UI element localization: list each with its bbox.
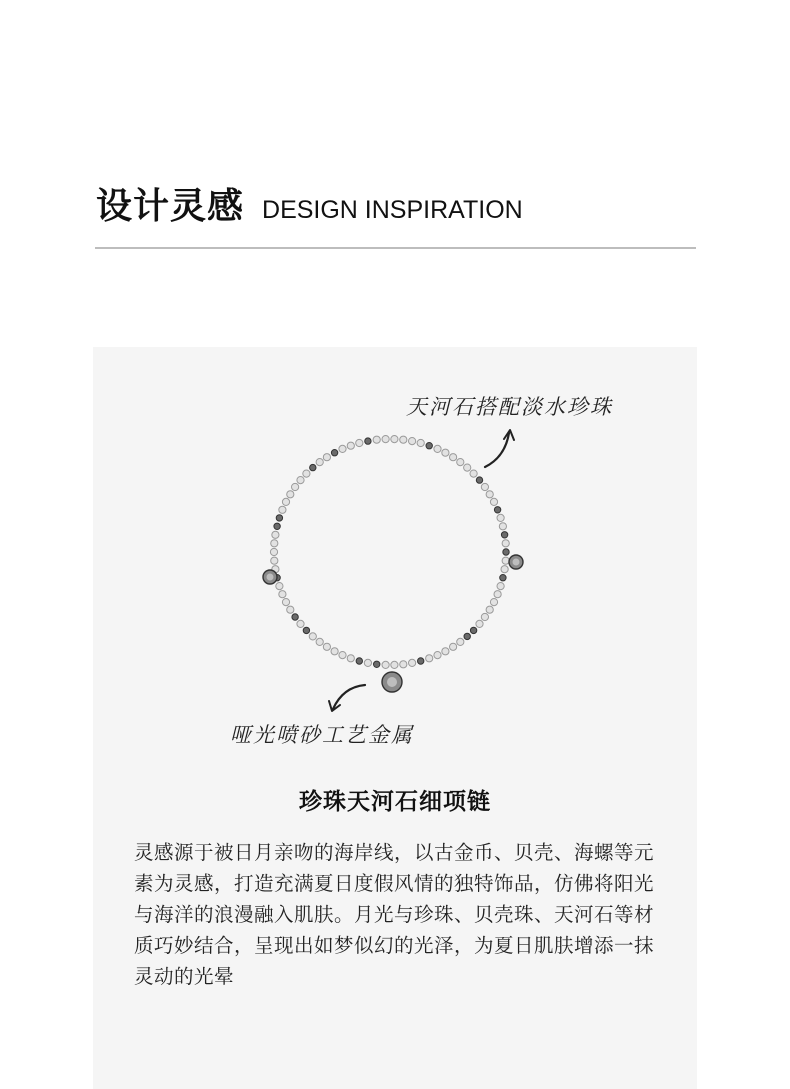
bead [490, 599, 497, 606]
bead [339, 445, 346, 452]
bead [310, 464, 316, 470]
bead [382, 436, 389, 443]
bead [499, 523, 506, 530]
bead [282, 498, 289, 505]
bead [382, 661, 389, 668]
bead [303, 627, 309, 633]
bead [365, 438, 371, 444]
bead [279, 506, 286, 513]
bead [426, 655, 433, 662]
product-title: 珍珠天河石细项链 [299, 789, 491, 815]
bead [279, 591, 286, 598]
bead [417, 439, 424, 446]
charm-pendant-detail [513, 559, 520, 566]
bead [309, 633, 316, 640]
bead [282, 599, 289, 606]
bead [331, 450, 337, 456]
annotation-stones: 天河石搭配淡水珍珠 [406, 395, 613, 419]
charm-pendant-detail [267, 574, 274, 581]
bead [494, 507, 500, 513]
bead [502, 540, 509, 547]
bead [494, 591, 501, 598]
bead [339, 652, 346, 659]
bead [287, 491, 294, 498]
bead [497, 583, 504, 590]
bead [347, 655, 354, 662]
bead [323, 454, 330, 461]
bead [464, 464, 471, 471]
bracelet-illustration [93, 347, 697, 767]
bead [503, 549, 509, 555]
bead [356, 439, 363, 446]
bead [418, 658, 424, 664]
bead [292, 483, 299, 490]
bead [331, 648, 338, 655]
bead [490, 498, 497, 505]
bead [409, 438, 416, 445]
bead [270, 548, 277, 555]
bead [316, 638, 323, 645]
bead [426, 443, 432, 449]
bead [442, 648, 449, 655]
section-title-cn: 设计灵感 [96, 186, 245, 227]
bead [391, 436, 398, 443]
bead [347, 442, 354, 449]
annotation-metal: 哑光喷砂工艺金属 [230, 723, 414, 747]
bead [297, 620, 304, 627]
bead [481, 483, 488, 490]
bead [497, 514, 504, 521]
bead [450, 454, 457, 461]
bead [434, 445, 441, 452]
bead [450, 643, 457, 650]
bead [470, 627, 476, 633]
bead [464, 633, 470, 639]
bead [276, 515, 282, 521]
bead [274, 523, 280, 529]
bead [303, 470, 310, 477]
bead [481, 613, 488, 620]
bead [486, 491, 493, 498]
bead [457, 459, 464, 466]
bead [356, 658, 362, 664]
section-header [96, 178, 696, 228]
bead [276, 583, 283, 590]
product-description: 灵感源于被日月亲吻的海岸线，以古金币、贝壳、海螺等元素为灵感，打造充满夏日度假风情的独特饰品，仿佛将阳光与海洋的浪漫融入肌肤。月光与珍珠、贝壳珠、天河石等材质巧妙结合，呈现出如梦似幻的光泽，为夏日肌肤增添一抹灵动的光晕 [134, 841, 655, 988]
bead [323, 643, 330, 650]
bead [287, 606, 294, 613]
bead [486, 606, 493, 613]
bead [316, 459, 323, 466]
bead [502, 557, 509, 564]
bead [271, 557, 278, 564]
bead [500, 575, 506, 581]
bead [374, 661, 380, 667]
bead [364, 659, 371, 666]
bead [391, 661, 398, 668]
bead [501, 532, 507, 538]
section-title-en: DESIGN INSPIRATION [262, 196, 523, 224]
bead [457, 638, 464, 645]
header-divider [95, 247, 696, 249]
charm-pendant-detail [387, 677, 397, 687]
bead [373, 436, 380, 443]
bead [400, 436, 407, 443]
bead [292, 614, 298, 620]
bead [409, 659, 416, 666]
bead [271, 540, 278, 547]
bead [297, 477, 304, 484]
bead [476, 620, 483, 627]
product-card [93, 347, 697, 1089]
bead [272, 531, 279, 538]
bead [442, 449, 449, 456]
bead [476, 477, 482, 483]
bead [434, 652, 441, 659]
bead [501, 566, 508, 573]
bead [470, 470, 477, 477]
bead [400, 661, 407, 668]
